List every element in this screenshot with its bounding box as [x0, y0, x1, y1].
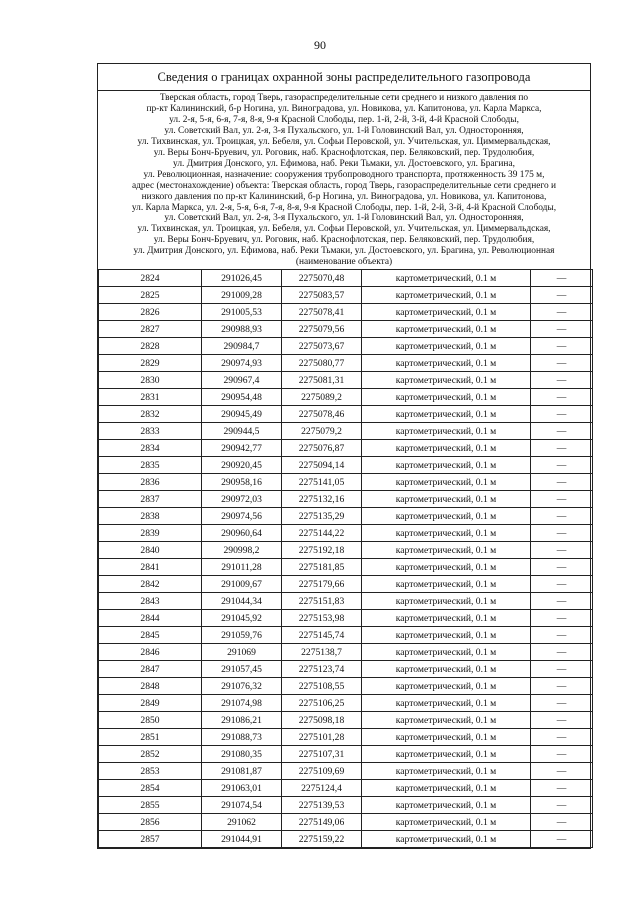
- method-accuracy-cell: картометрический, 0.1 м: [362, 474, 531, 491]
- y-coordinate-cell: 2275145,74: [282, 627, 362, 644]
- description-cell: —: [531, 729, 593, 746]
- description-line: Тверская область, город Тверь, газораспределительные сети среднего и низкого давления по: [159, 93, 529, 103]
- y-coordinate-cell: 2275107,31: [282, 746, 362, 763]
- point-number-cell: 2830: [99, 372, 202, 389]
- method-accuracy-cell: картометрический, 0.1 м: [362, 542, 531, 559]
- x-coordinate-cell: 291086,21: [202, 712, 282, 729]
- y-coordinate-cell: 2275083,57: [282, 287, 362, 304]
- y-coordinate-cell: 2275081,31: [282, 372, 362, 389]
- x-coordinate-cell: 290960,64: [202, 525, 282, 542]
- point-number-cell: 2825: [99, 287, 202, 304]
- method-accuracy-cell: картометрический, 0.1 м: [362, 287, 531, 304]
- method-accuracy-cell: картометрический, 0.1 м: [362, 797, 531, 814]
- description-cell: —: [531, 780, 593, 797]
- table-row: [99, 780, 593, 797]
- table-row: [99, 270, 593, 287]
- description-line: низкого давления по пр-кт Калининский, б-р Ногина, ул. Виноградова, ул. Новикова, ул. Капитонова,: [141, 191, 547, 202]
- table-row: [99, 661, 593, 678]
- x-coordinate-cell: 290944,5: [202, 423, 282, 440]
- x-coordinate-cell: 291057,45: [202, 661, 282, 678]
- point-number-cell: 2850: [99, 712, 202, 729]
- x-coordinate-cell: 290988,93: [202, 321, 282, 338]
- x-coordinate-cell: 290998,2: [202, 542, 282, 559]
- description-line: ул. 2-я, 5-я, 6-я, 7-я, 8-я, 9-я Красной Слободы, пер. 1-й, 2-й, 3-й, 4-й Красной Слободы,: [169, 114, 519, 125]
- description-cell: —: [531, 525, 593, 542]
- point-number-cell: 2843: [99, 593, 202, 610]
- description-cell: —: [531, 814, 593, 831]
- table-row: [99, 321, 593, 338]
- point-number-cell: 2852: [99, 746, 202, 763]
- table-row: [99, 814, 593, 831]
- y-coordinate-cell: 2275132,16: [282, 491, 362, 508]
- x-coordinate-cell: 291076,32: [202, 678, 282, 695]
- point-number-cell: 2847: [99, 661, 202, 678]
- x-coordinate-cell: 291005,53: [202, 304, 282, 321]
- x-coordinate-cell: 291088,73: [202, 729, 282, 746]
- y-coordinate-cell: 2275123,74: [282, 661, 362, 678]
- x-coordinate-cell: 291063,01: [202, 780, 282, 797]
- description-line: ул. Веры Бонч-Бруевич, ул. Роговик, наб. Краснофлотская, пер. Беляковский, пер. Трудолюбия,: [153, 147, 535, 158]
- coordinates-table: [98, 269, 593, 848]
- y-coordinate-cell: 2275098,18: [282, 712, 362, 729]
- x-coordinate-cell: 291059,76: [202, 627, 282, 644]
- y-coordinate-cell: 2275076,87: [282, 440, 362, 457]
- method-accuracy-cell: картометрический, 0.1 м: [362, 491, 531, 508]
- x-coordinate-cell: 291074,98: [202, 695, 282, 712]
- point-number-cell: 2833: [99, 423, 202, 440]
- description-cell: —: [531, 644, 593, 661]
- x-coordinate-cell: 290942,77: [202, 440, 282, 457]
- table-row: [99, 508, 593, 525]
- table-row: [99, 831, 593, 848]
- x-coordinate-cell: 291045,92: [202, 610, 282, 627]
- point-number-cell: 2828: [99, 338, 202, 355]
- description-cell: —: [531, 372, 593, 389]
- y-coordinate-cell: 2275138,7: [282, 644, 362, 661]
- point-number-cell: 2857: [99, 831, 202, 848]
- x-coordinate-cell: 291026,45: [202, 270, 282, 287]
- description-cell: —: [531, 457, 593, 474]
- description-cell: —: [531, 474, 593, 491]
- method-accuracy-cell: картометрический, 0.1 м: [362, 406, 531, 423]
- object-description: [98, 91, 590, 257]
- description-cell: —: [531, 712, 593, 729]
- y-coordinate-cell: 2275078,46: [282, 406, 362, 423]
- x-coordinate-cell: 290967,4: [202, 372, 282, 389]
- x-coordinate-cell: 291011,28: [202, 559, 282, 576]
- table-row: [99, 338, 593, 355]
- description-cell: —: [531, 542, 593, 559]
- method-accuracy-cell: картометрический, 0.1 м: [362, 372, 531, 389]
- y-coordinate-cell: 2275139,53: [282, 797, 362, 814]
- point-number-cell: 2827: [99, 321, 202, 338]
- y-coordinate-cell: 2275181,85: [282, 559, 362, 576]
- description-line: ул. Дмитрия Донского, ул. Ефимова, наб. Реки Тьмаки, ул. Достоевского, ул. Брагина, ул. Революционная: [133, 246, 555, 257]
- y-coordinate-cell: 2275179,66: [282, 576, 362, 593]
- x-coordinate-cell: 290958,16: [202, 474, 282, 491]
- x-coordinate-cell: 290954,48: [202, 389, 282, 406]
- point-number-cell: 2826: [99, 304, 202, 321]
- coordinates-table-body: [99, 270, 593, 848]
- table-row: [99, 746, 593, 763]
- table-row: [99, 610, 593, 627]
- description-cell: —: [531, 678, 593, 695]
- y-coordinate-cell: 2275079,56: [282, 321, 362, 338]
- description-cell: —: [531, 321, 593, 338]
- point-number-cell: 2842: [99, 576, 202, 593]
- table-row: [99, 763, 593, 780]
- point-number-cell: 2845: [99, 627, 202, 644]
- y-coordinate-cell: 2275094,14: [282, 457, 362, 474]
- method-accuracy-cell: картометрический, 0.1 м: [362, 712, 531, 729]
- document-box: [97, 63, 591, 849]
- description-line: ул. Тихвинская, ул. Троицкая, ул. Бебеля, ул. Софьи Перовской, ул. Учительская, ул. Циммервальдская,: [137, 136, 551, 147]
- x-coordinate-cell: 291044,91: [202, 831, 282, 848]
- description-cell: —: [531, 593, 593, 610]
- x-coordinate-cell: 291069: [202, 644, 282, 661]
- point-number-cell: 2835: [99, 457, 202, 474]
- description-line: пр-кт Калининский, б-р Ногина, ул. Виноградова, ул. Новикова, ул. Капитонова, ул. Карла Маркса,: [146, 103, 542, 114]
- y-coordinate-cell: 2275106,25: [282, 695, 362, 712]
- description-cell: —: [531, 627, 593, 644]
- method-accuracy-cell: картометрический, 0.1 м: [362, 814, 531, 831]
- table-row: [99, 712, 593, 729]
- method-accuracy-cell: картометрический, 0.1 м: [362, 627, 531, 644]
- y-coordinate-cell: 2275078,41: [282, 304, 362, 321]
- y-coordinate-cell: 2275135,29: [282, 508, 362, 525]
- point-number-cell: 2839: [99, 525, 202, 542]
- description-cell: —: [531, 695, 593, 712]
- document-title: Сведения о границах охранной зоны распределительного газопровода: [98, 64, 590, 91]
- table-row: [99, 644, 593, 661]
- description-cell: —: [531, 304, 593, 321]
- x-coordinate-cell: 290984,7: [202, 338, 282, 355]
- description-cell: —: [531, 508, 593, 525]
- x-coordinate-cell: 291080,35: [202, 746, 282, 763]
- description-cell: —: [531, 389, 593, 406]
- table-row: [99, 355, 593, 372]
- y-coordinate-cell: 2275073,67: [282, 338, 362, 355]
- point-number-cell: 2840: [99, 542, 202, 559]
- point-number-cell: 2856: [99, 814, 202, 831]
- table-row: [99, 695, 593, 712]
- description-line: ул. Карла Маркса, ул. 2-я, 5-я, 6-я, 7-я, 8-я, 9-я Красной Слободы, пер. 1-й, 2-й, 3-й, 4-й Красной Слободы,: [131, 202, 557, 213]
- y-coordinate-cell: 2275151,83: [282, 593, 362, 610]
- x-coordinate-cell: 291081,87: [202, 763, 282, 780]
- point-number-cell: 2851: [99, 729, 202, 746]
- y-coordinate-cell: 2275070,48: [282, 270, 362, 287]
- x-coordinate-cell: 290974,56: [202, 508, 282, 525]
- method-accuracy-cell: картометрический, 0.1 м: [362, 355, 531, 372]
- table-row: [99, 525, 593, 542]
- description-cell: —: [531, 610, 593, 627]
- point-number-cell: 2844: [99, 610, 202, 627]
- table-row: [99, 287, 593, 304]
- description-cell: —: [531, 270, 593, 287]
- description-cell: —: [531, 559, 593, 576]
- table-row: [99, 491, 593, 508]
- point-number-cell: 2831: [99, 389, 202, 406]
- description-line: ул. Советский Вал, ул. 2-я, 3-я Пухальского, ул. 1-й Головинский Вал, ул. Односторонняя,: [164, 213, 524, 224]
- description-cell: —: [531, 746, 593, 763]
- description-cell: —: [531, 576, 593, 593]
- table-row: [99, 474, 593, 491]
- point-number-cell: 2849: [99, 695, 202, 712]
- point-number-cell: 2838: [99, 508, 202, 525]
- x-coordinate-cell: 291009,28: [202, 287, 282, 304]
- description-cell: —: [531, 355, 593, 372]
- table-row: [99, 423, 593, 440]
- description-line: адрес (местонахождение) объекта: Тверская область, город Тверь, газораспределительные сети среднего и: [131, 180, 557, 191]
- y-coordinate-cell: 2275192,18: [282, 542, 362, 559]
- table-row: [99, 440, 593, 457]
- x-coordinate-cell: 290974,93: [202, 355, 282, 372]
- description-cell: —: [531, 287, 593, 304]
- point-number-cell: 2848: [99, 678, 202, 695]
- table-row: [99, 576, 593, 593]
- method-accuracy-cell: картометрический, 0.1 м: [362, 610, 531, 627]
- description-cell: —: [531, 831, 593, 848]
- y-coordinate-cell: 2275153,98: [282, 610, 362, 627]
- point-number-cell: 2829: [99, 355, 202, 372]
- point-number-cell: 2855: [99, 797, 202, 814]
- description-cell: —: [531, 440, 593, 457]
- y-coordinate-cell: 2275159,22: [282, 831, 362, 848]
- method-accuracy-cell: картометрический, 0.1 м: [362, 559, 531, 576]
- method-accuracy-cell: картометрический, 0.1 м: [362, 593, 531, 610]
- point-number-cell: 2824: [99, 270, 202, 287]
- method-accuracy-cell: картометрический, 0.1 м: [362, 644, 531, 661]
- table-row: [99, 559, 593, 576]
- method-accuracy-cell: картометрический, 0.1 м: [362, 457, 531, 474]
- page-number: 90: [314, 38, 326, 52]
- method-accuracy-cell: картометрический, 0.1 м: [362, 525, 531, 542]
- object-caption: (наименование объекта): [295, 257, 393, 268]
- point-number-cell: 2836: [99, 474, 202, 491]
- table-row: [99, 627, 593, 644]
- x-coordinate-cell: 291074,54: [202, 797, 282, 814]
- method-accuracy-cell: картометрический, 0.1 м: [362, 746, 531, 763]
- method-accuracy-cell: картометрический, 0.1 м: [362, 763, 531, 780]
- description-line: ул. Советский Вал, ул. 2-я, 3-я Пухальского, ул. 1-й Головинский Вал, ул. Односторонняя,: [164, 125, 524, 136]
- y-coordinate-cell: 2275108,55: [282, 678, 362, 695]
- y-coordinate-cell: 2275080,77: [282, 355, 362, 372]
- table-row: [99, 678, 593, 695]
- point-number-cell: 2841: [99, 559, 202, 576]
- table-row: [99, 406, 593, 423]
- table-row: [99, 542, 593, 559]
- method-accuracy-cell: картометрический, 0.1 м: [362, 423, 531, 440]
- point-number-cell: 2832: [99, 406, 202, 423]
- x-coordinate-cell: 290945,49: [202, 406, 282, 423]
- method-accuracy-cell: картометрический, 0.1 м: [362, 695, 531, 712]
- table-row: [99, 729, 593, 746]
- table-row: [99, 457, 593, 474]
- method-accuracy-cell: картометрический, 0.1 м: [362, 270, 531, 287]
- description-cell: —: [531, 423, 593, 440]
- table-row: [99, 372, 593, 389]
- method-accuracy-cell: картометрический, 0.1 м: [362, 576, 531, 593]
- x-coordinate-cell: 291009,67: [202, 576, 282, 593]
- y-coordinate-cell: 2275124,4: [282, 780, 362, 797]
- description-cell: —: [531, 661, 593, 678]
- method-accuracy-cell: картометрический, 0.1 м: [362, 321, 531, 338]
- description-line: ул. Дмитрия Донского, ул. Ефимова, наб. Реки Тьмаки, ул. Достоевского, ул. Брагина,: [173, 158, 515, 169]
- y-coordinate-cell: 2275149,06: [282, 814, 362, 831]
- table-row: [99, 797, 593, 814]
- y-coordinate-cell: 2275141,05: [282, 474, 362, 491]
- method-accuracy-cell: картометрический, 0.1 м: [362, 508, 531, 525]
- point-number-cell: 2854: [99, 780, 202, 797]
- method-accuracy-cell: картометрический, 0.1 м: [362, 304, 531, 321]
- point-number-cell: 2853: [99, 763, 202, 780]
- y-coordinate-cell: 2275079,2: [282, 423, 362, 440]
- y-coordinate-cell: 2275109,69: [282, 763, 362, 780]
- x-coordinate-cell: 290972,03: [202, 491, 282, 508]
- method-accuracy-cell: картометрический, 0.1 м: [362, 389, 531, 406]
- method-accuracy-cell: картометрический, 0.1 м: [362, 780, 531, 797]
- point-number-cell: 2846: [99, 644, 202, 661]
- table-row: [99, 304, 593, 321]
- method-accuracy-cell: картометрический, 0.1 м: [362, 338, 531, 355]
- y-coordinate-cell: 2275144,22: [282, 525, 362, 542]
- table-row: [99, 389, 593, 406]
- table-row: [99, 593, 593, 610]
- x-coordinate-cell: 290920,45: [202, 457, 282, 474]
- description-line: ул. Революционная, назначение: сооружения трубопроводного транспорта, протяженность 39 175 м,: [143, 169, 545, 180]
- description-cell: —: [531, 491, 593, 508]
- description-cell: —: [531, 763, 593, 780]
- method-accuracy-cell: картометрический, 0.1 м: [362, 661, 531, 678]
- method-accuracy-cell: картометрический, 0.1 м: [362, 440, 531, 457]
- x-coordinate-cell: 291044,34: [202, 593, 282, 610]
- description-cell: —: [531, 797, 593, 814]
- method-accuracy-cell: картометрический, 0.1 м: [362, 831, 531, 848]
- description-cell: —: [531, 406, 593, 423]
- description-cell: —: [531, 338, 593, 355]
- y-coordinate-cell: 2275101,28: [282, 729, 362, 746]
- point-number-cell: 2837: [99, 491, 202, 508]
- description-line: ул. Тихвинская, ул. Троицкая, ул. Бебеля, ул. Софьи Перовской, ул. Учительская, ул. Циммервальдская,: [137, 224, 551, 235]
- method-accuracy-cell: картометрический, 0.1 м: [362, 729, 531, 746]
- point-number-cell: 2834: [99, 440, 202, 457]
- x-coordinate-cell: 291062: [202, 814, 282, 831]
- description-line: ул. Веры Бонч-Бруевич, ул. Роговик, наб. Краснофлотская, пер. Беляковский, пер. Трудолюбия,: [153, 235, 535, 246]
- method-accuracy-cell: картометрический, 0.1 м: [362, 678, 531, 695]
- y-coordinate-cell: 2275089,2: [282, 389, 362, 406]
